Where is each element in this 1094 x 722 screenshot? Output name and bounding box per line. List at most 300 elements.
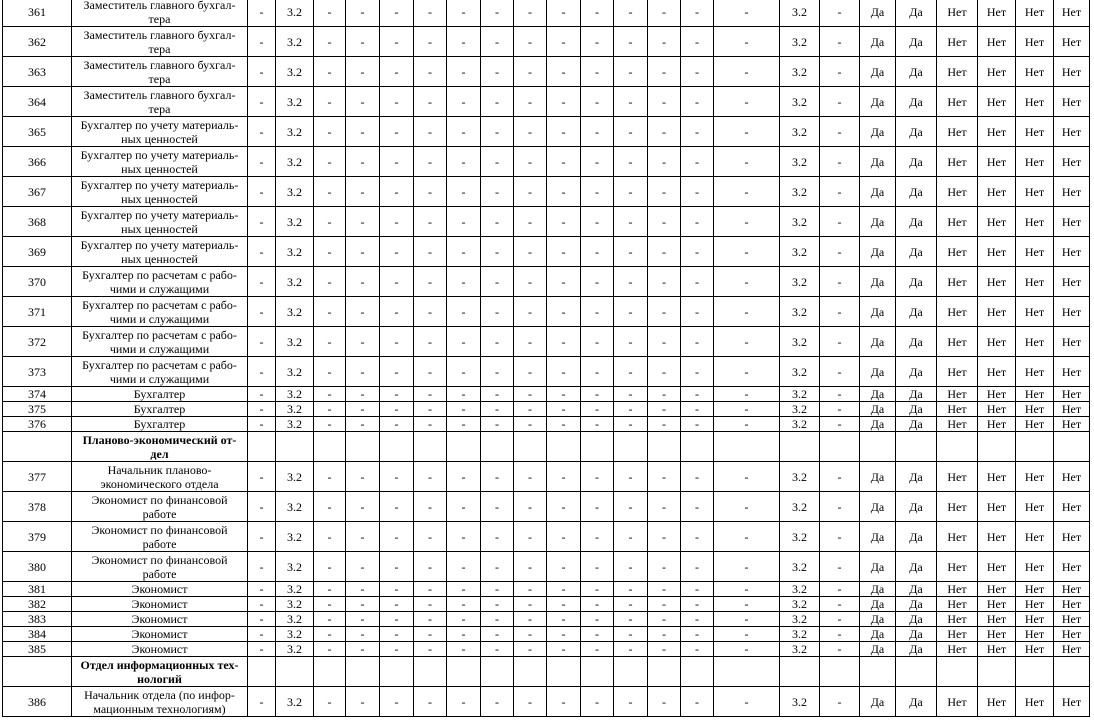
cell-col-j: -	[614, 297, 648, 327]
cell-col-yn4: Нет	[978, 492, 1016, 522]
empty-cell	[581, 657, 614, 687]
cell-col-yn5: Нет	[1016, 147, 1054, 177]
table-row	[3, 267, 1090, 297]
cell-col-h: -	[547, 147, 581, 177]
cell-col-c: -	[380, 267, 414, 297]
cell-col-l: -	[681, 0, 714, 27]
cell-col-i: -	[581, 177, 614, 207]
position-name-line: Бухгалтер по расчетам с рабо-	[82, 327, 237, 342]
cell-col-yn6: Нет	[1054, 522, 1090, 552]
cell-col-c: -	[380, 57, 414, 87]
cell-col-yn6: Нет	[1054, 387, 1090, 402]
cell-col-e: -	[447, 597, 481, 612]
cell-col-l: -	[681, 87, 714, 117]
cell-col-e: -	[447, 237, 481, 267]
cell-col-yn3: Нет	[937, 327, 978, 357]
cell-col-k: -	[648, 177, 681, 207]
cell-col-b: -	[346, 612, 380, 627]
cell-col-yn2: Да	[896, 27, 937, 57]
position-name	[72, 417, 248, 432]
cell-col-yn2: Да	[896, 87, 937, 117]
cell-c1: -	[248, 387, 276, 402]
cell-col-f: -	[481, 177, 514, 207]
cell-col-a: -	[314, 627, 346, 642]
cell-col-j: -	[614, 87, 648, 117]
cell-col-m: -	[714, 237, 780, 267]
cell-col-i: -	[581, 207, 614, 237]
position-name-line: Бухгалтер по учету материаль-	[80, 207, 239, 222]
position-name-line: Экономист	[131, 612, 188, 626]
table-row	[3, 462, 1090, 492]
cell-col-yn5: Нет	[1016, 462, 1054, 492]
cell-col-i: -	[581, 402, 614, 417]
cell-c2: 3.2	[276, 402, 314, 417]
cell-col-i: -	[581, 417, 614, 432]
position-name-line: чими и служащими	[109, 311, 210, 326]
cell-col-c: -	[380, 522, 414, 552]
position-name-line: Бухгалтер по учету материаль-	[80, 237, 239, 252]
empty-cell	[276, 432, 314, 462]
cell-col-f: -	[481, 147, 514, 177]
position-name-line: Экономист	[131, 642, 188, 656]
cell-col-k: -	[648, 597, 681, 612]
position-name-line: Экономист	[131, 582, 188, 596]
cell-col-a: -	[314, 552, 346, 582]
cell-col-yn3: Нет	[937, 522, 978, 552]
cell-col-j: -	[614, 327, 648, 357]
cell-c2: 3.2	[276, 327, 314, 357]
cell-col-yn5: Нет	[1016, 177, 1054, 207]
table-row	[3, 522, 1090, 552]
table-row	[3, 87, 1090, 117]
cell-col-l: -	[681, 387, 714, 402]
cell-col-m: -	[714, 177, 780, 207]
position-name	[72, 657, 248, 687]
empty-cell	[447, 432, 481, 462]
position-name-line: мационным технологиям)	[93, 701, 226, 716]
cell-col-c: -	[380, 492, 414, 522]
cell-c1: -	[248, 327, 276, 357]
row-number: 369	[3, 237, 72, 267]
table-row	[3, 402, 1090, 417]
cell-col-c: -	[380, 0, 414, 27]
table-row	[3, 387, 1090, 402]
cell-col-b: -	[346, 597, 380, 612]
cell-col-i: -	[581, 117, 614, 147]
cell-col-d: -	[414, 687, 447, 717]
cell-col-d: -	[414, 612, 447, 627]
cell-col-yn3: Нет	[937, 177, 978, 207]
cell-c2: 3.2	[276, 57, 314, 87]
cell-col-e: -	[447, 522, 481, 552]
cell-col-j: -	[614, 117, 648, 147]
cell-col-b: -	[346, 687, 380, 717]
cell-c1: -	[248, 87, 276, 117]
position-name	[72, 687, 248, 717]
cell-col-yn3: Нет	[937, 612, 978, 627]
cell-col-yn1: Да	[860, 357, 896, 387]
cell-col-e: -	[447, 582, 481, 597]
cell-c17: -	[820, 87, 860, 117]
cell-col-yn5: Нет	[1016, 642, 1054, 657]
cell-col-a: -	[314, 417, 346, 432]
cell-col-i: -	[581, 687, 614, 717]
cell-col-yn4: Нет	[978, 687, 1016, 717]
cell-c17: -	[820, 522, 860, 552]
cell-c1: -	[248, 552, 276, 582]
empty-cell	[896, 432, 937, 462]
position-name-line: Заместитель главного бухгал-	[83, 27, 236, 42]
cell-col-g: -	[514, 462, 547, 492]
cell-col-yn5: Нет	[1016, 27, 1054, 57]
table-row	[3, 597, 1090, 612]
row-number	[3, 657, 72, 687]
cell-col-m: -	[714, 597, 780, 612]
section-header-row	[3, 432, 1090, 462]
cell-col-k: -	[648, 462, 681, 492]
cell-col-a: -	[314, 462, 346, 492]
cell-col-g: -	[514, 612, 547, 627]
cell-col-f: -	[481, 267, 514, 297]
position-name-line: работе	[142, 506, 177, 521]
empty-cell	[547, 432, 581, 462]
cell-c2: 3.2	[276, 417, 314, 432]
position-name-line: Начальник планово-	[107, 462, 212, 477]
cell-col-g: -	[514, 0, 547, 27]
table-row	[3, 297, 1090, 327]
cell-col-yn5: Нет	[1016, 207, 1054, 237]
row-number: 367	[3, 177, 72, 207]
cell-col-h: -	[547, 627, 581, 642]
cell-col-f: -	[481, 627, 514, 642]
cell-col-k: -	[648, 402, 681, 417]
cell-col-yn3: Нет	[937, 267, 978, 297]
cell-col-e: -	[447, 27, 481, 57]
cell-col-m: -	[714, 687, 780, 717]
cell-col-yn3: Нет	[937, 237, 978, 267]
cell-col-a: -	[314, 177, 346, 207]
cell-col-yn5: Нет	[1016, 627, 1054, 642]
cell-col-g: -	[514, 207, 547, 237]
cell-col-yn5: Нет	[1016, 492, 1054, 522]
cell-c17: -	[820, 117, 860, 147]
cell-col-yn4: Нет	[978, 462, 1016, 492]
cell-col-yn5: Нет	[1016, 87, 1054, 117]
cell-col-f: -	[481, 642, 514, 657]
cell-col-b: -	[346, 117, 380, 147]
cell-col-b: -	[346, 207, 380, 237]
cell-c1: -	[248, 147, 276, 177]
cell-col-k: -	[648, 117, 681, 147]
position-name	[72, 147, 248, 177]
cell-col-yn1: Да	[860, 522, 896, 552]
empty-cell	[648, 657, 681, 687]
cell-col-k: -	[648, 522, 681, 552]
cell-col-yn2: Да	[896, 522, 937, 552]
cell-col-k: -	[648, 267, 681, 297]
cell-col-yn1: Да	[860, 57, 896, 87]
cell-col-yn3: Нет	[937, 462, 978, 492]
row-number: 380	[3, 552, 72, 582]
cell-col-yn6: Нет	[1054, 177, 1090, 207]
cell-col-yn1: Да	[860, 237, 896, 267]
cell-col-i: -	[581, 327, 614, 357]
cell-col-j: -	[614, 417, 648, 432]
position-name	[72, 432, 248, 462]
cell-col-i: -	[581, 27, 614, 57]
row-number: 381	[3, 582, 72, 597]
cell-c2: 3.2	[276, 627, 314, 642]
cell-c1: -	[248, 492, 276, 522]
cell-col-yn4: Нет	[978, 522, 1016, 552]
empty-cell	[414, 432, 447, 462]
cell-col-yn1: Да	[860, 612, 896, 627]
cell-col-yn3: Нет	[937, 0, 978, 27]
cell-col-yn6: Нет	[1054, 0, 1090, 27]
cell-col-yn6: Нет	[1054, 687, 1090, 717]
cell-c1: -	[248, 57, 276, 87]
cell-col-a: -	[314, 147, 346, 177]
cell-col-b: -	[346, 27, 380, 57]
cell-col-l: -	[681, 522, 714, 552]
cell-col-j: -	[614, 387, 648, 402]
cell-c17: -	[820, 552, 860, 582]
empty-cell	[414, 657, 447, 687]
cell-col-yn3: Нет	[937, 27, 978, 57]
cell-col-yn3: Нет	[937, 57, 978, 87]
cell-col-a: -	[314, 387, 346, 402]
cell-col-yn5: Нет	[1016, 57, 1054, 87]
cell-col-l: -	[681, 327, 714, 357]
cell-c1: -	[248, 462, 276, 492]
cell-col-yn4: Нет	[978, 267, 1016, 297]
cell-c1: -	[248, 177, 276, 207]
row-number: 384	[3, 627, 72, 642]
cell-col-b: -	[346, 0, 380, 27]
position-name-line: ных ценностей	[121, 221, 198, 236]
cell-col-yn2: Да	[896, 582, 937, 597]
cell-c2: 3.2	[276, 462, 314, 492]
cell-col-yn2: Да	[896, 417, 937, 432]
cell-col-i: -	[581, 642, 614, 657]
cell-col-yn1: Да	[860, 642, 896, 657]
cell-col-yn6: Нет	[1054, 357, 1090, 387]
cell-col-l: -	[681, 207, 714, 237]
cell-col-l: -	[681, 267, 714, 297]
cell-col-e: -	[447, 552, 481, 582]
position-name-line: чими и служащими	[109, 281, 210, 296]
cell-col-d: -	[414, 492, 447, 522]
cell-col-yn2: Да	[896, 207, 937, 237]
empty-cell	[1016, 657, 1054, 687]
cell-col-f: -	[481, 57, 514, 87]
cell-col-a: -	[314, 597, 346, 612]
position-name-line: Бухгалтер по учету материаль-	[80, 117, 239, 132]
cell-col-k: -	[648, 147, 681, 177]
position-name-line: ных ценностей	[121, 251, 198, 266]
cell-col-j: -	[614, 642, 648, 657]
cell-col-m: -	[714, 147, 780, 177]
cell-col-yn1: Да	[860, 0, 896, 27]
cell-col-g: -	[514, 402, 547, 417]
cell-col-h: -	[547, 57, 581, 87]
cell-col-e: -	[447, 687, 481, 717]
cell-col-d: -	[414, 27, 447, 57]
cell-col-c: -	[380, 117, 414, 147]
empty-cell	[714, 657, 780, 687]
row-number: 362	[3, 27, 72, 57]
cell-col-e: -	[447, 492, 481, 522]
empty-cell	[314, 432, 346, 462]
cell-col-f: -	[481, 357, 514, 387]
cell-col-g: -	[514, 267, 547, 297]
empty-cell	[820, 432, 860, 462]
cell-col-e: -	[447, 177, 481, 207]
cell-c17: -	[820, 612, 860, 627]
cell-col-yn1: Да	[860, 327, 896, 357]
cell-c2: 3.2	[276, 147, 314, 177]
position-name-line: экономического отдела	[100, 476, 219, 491]
row-number: 361	[3, 0, 72, 27]
position-name-line: Начальник отдела (по инфор-	[84, 687, 235, 702]
cell-c2: 3.2	[276, 687, 314, 717]
table-row	[3, 687, 1090, 717]
cell-col-yn1: Да	[860, 582, 896, 597]
position-name-line: Экономист по финансовой	[91, 522, 228, 537]
position-name-line: чими и служащими	[109, 341, 210, 356]
position-name-line: чими и служащими	[109, 371, 210, 386]
empty-cell	[937, 657, 978, 687]
cell-col-yn4: Нет	[978, 147, 1016, 177]
cell-col-h: -	[547, 117, 581, 147]
cell-col-yn2: Да	[896, 297, 937, 327]
cell-col-j: -	[614, 57, 648, 87]
cell-col-yn5: Нет	[1016, 522, 1054, 552]
cell-c16: 3.2	[780, 117, 820, 147]
cell-col-m: -	[714, 642, 780, 657]
cell-col-k: -	[648, 357, 681, 387]
cell-c2: 3.2	[276, 117, 314, 147]
cell-col-g: -	[514, 147, 547, 177]
cell-col-j: -	[614, 552, 648, 582]
cell-c16: 3.2	[780, 297, 820, 327]
cell-c17: -	[820, 462, 860, 492]
cell-c2: 3.2	[276, 612, 314, 627]
cell-col-i: -	[581, 267, 614, 297]
cell-col-h: -	[547, 597, 581, 612]
cell-col-k: -	[648, 687, 681, 717]
cell-c16: 3.2	[780, 462, 820, 492]
row-number: 382	[3, 597, 72, 612]
cell-col-g: -	[514, 237, 547, 267]
empty-cell	[681, 657, 714, 687]
cell-col-yn6: Нет	[1054, 642, 1090, 657]
cell-col-yn4: Нет	[978, 117, 1016, 147]
table-row	[3, 57, 1090, 87]
empty-cell	[481, 432, 514, 462]
position-name-line: Бухгалтер	[133, 402, 186, 416]
position-name-line: Бухгалтер по расчетам с рабо-	[82, 357, 237, 372]
cell-c16: 3.2	[780, 402, 820, 417]
cell-col-yn3: Нет	[937, 582, 978, 597]
row-number: 375	[3, 402, 72, 417]
cell-col-yn2: Да	[896, 357, 937, 387]
cell-col-m: -	[714, 117, 780, 147]
cell-col-l: -	[681, 687, 714, 717]
cell-col-c: -	[380, 147, 414, 177]
cell-col-d: -	[414, 387, 447, 402]
row-number: 376	[3, 417, 72, 432]
cell-col-a: -	[314, 117, 346, 147]
cell-col-yn3: Нет	[937, 642, 978, 657]
cell-col-a: -	[314, 582, 346, 597]
cell-col-e: -	[447, 117, 481, 147]
cell-c16: 3.2	[780, 207, 820, 237]
cell-col-h: -	[547, 552, 581, 582]
row-number: 377	[3, 462, 72, 492]
cell-col-l: -	[681, 117, 714, 147]
table-row	[3, 207, 1090, 237]
cell-col-h: -	[547, 582, 581, 597]
cell-col-yn4: Нет	[978, 87, 1016, 117]
cell-col-l: -	[681, 417, 714, 432]
cell-col-yn1: Да	[860, 417, 896, 432]
cell-col-m: -	[714, 207, 780, 237]
cell-col-k: -	[648, 417, 681, 432]
cell-col-yn2: Да	[896, 57, 937, 87]
cell-col-h: -	[547, 492, 581, 522]
cell-col-c: -	[380, 552, 414, 582]
cell-col-j: -	[614, 237, 648, 267]
cell-col-yn2: Да	[896, 492, 937, 522]
cell-col-yn6: Нет	[1054, 627, 1090, 642]
cell-col-k: -	[648, 57, 681, 87]
cell-col-l: -	[681, 642, 714, 657]
position-name-line: Планово-экономический от-	[82, 432, 237, 447]
table-row	[3, 0, 1090, 27]
cell-col-i: -	[581, 57, 614, 87]
cell-col-yn5: Нет	[1016, 552, 1054, 582]
cell-col-yn4: Нет	[978, 27, 1016, 57]
cell-col-h: -	[547, 417, 581, 432]
cell-col-l: -	[681, 177, 714, 207]
table-row	[3, 27, 1090, 57]
cell-col-yn1: Да	[860, 177, 896, 207]
empty-cell	[860, 432, 896, 462]
position-name-line: тера	[148, 11, 171, 26]
cell-c16: 3.2	[780, 387, 820, 402]
cell-col-f: -	[481, 597, 514, 612]
cell-col-e: -	[447, 402, 481, 417]
cell-col-yn1: Да	[860, 267, 896, 297]
empty-cell	[614, 657, 648, 687]
cell-col-l: -	[681, 57, 714, 87]
cell-col-m: -	[714, 492, 780, 522]
cell-col-a: -	[314, 642, 346, 657]
cell-col-yn6: Нет	[1054, 402, 1090, 417]
cell-col-d: -	[414, 357, 447, 387]
cell-col-k: -	[648, 297, 681, 327]
cell-col-b: -	[346, 297, 380, 327]
cell-col-i: -	[581, 597, 614, 612]
cell-col-yn4: Нет	[978, 0, 1016, 27]
table-row	[3, 627, 1090, 642]
empty-cell	[978, 432, 1016, 462]
cell-col-yn6: Нет	[1054, 207, 1090, 237]
cell-col-yn5: Нет	[1016, 327, 1054, 357]
cell-col-yn6: Нет	[1054, 27, 1090, 57]
cell-col-yn2: Да	[896, 597, 937, 612]
